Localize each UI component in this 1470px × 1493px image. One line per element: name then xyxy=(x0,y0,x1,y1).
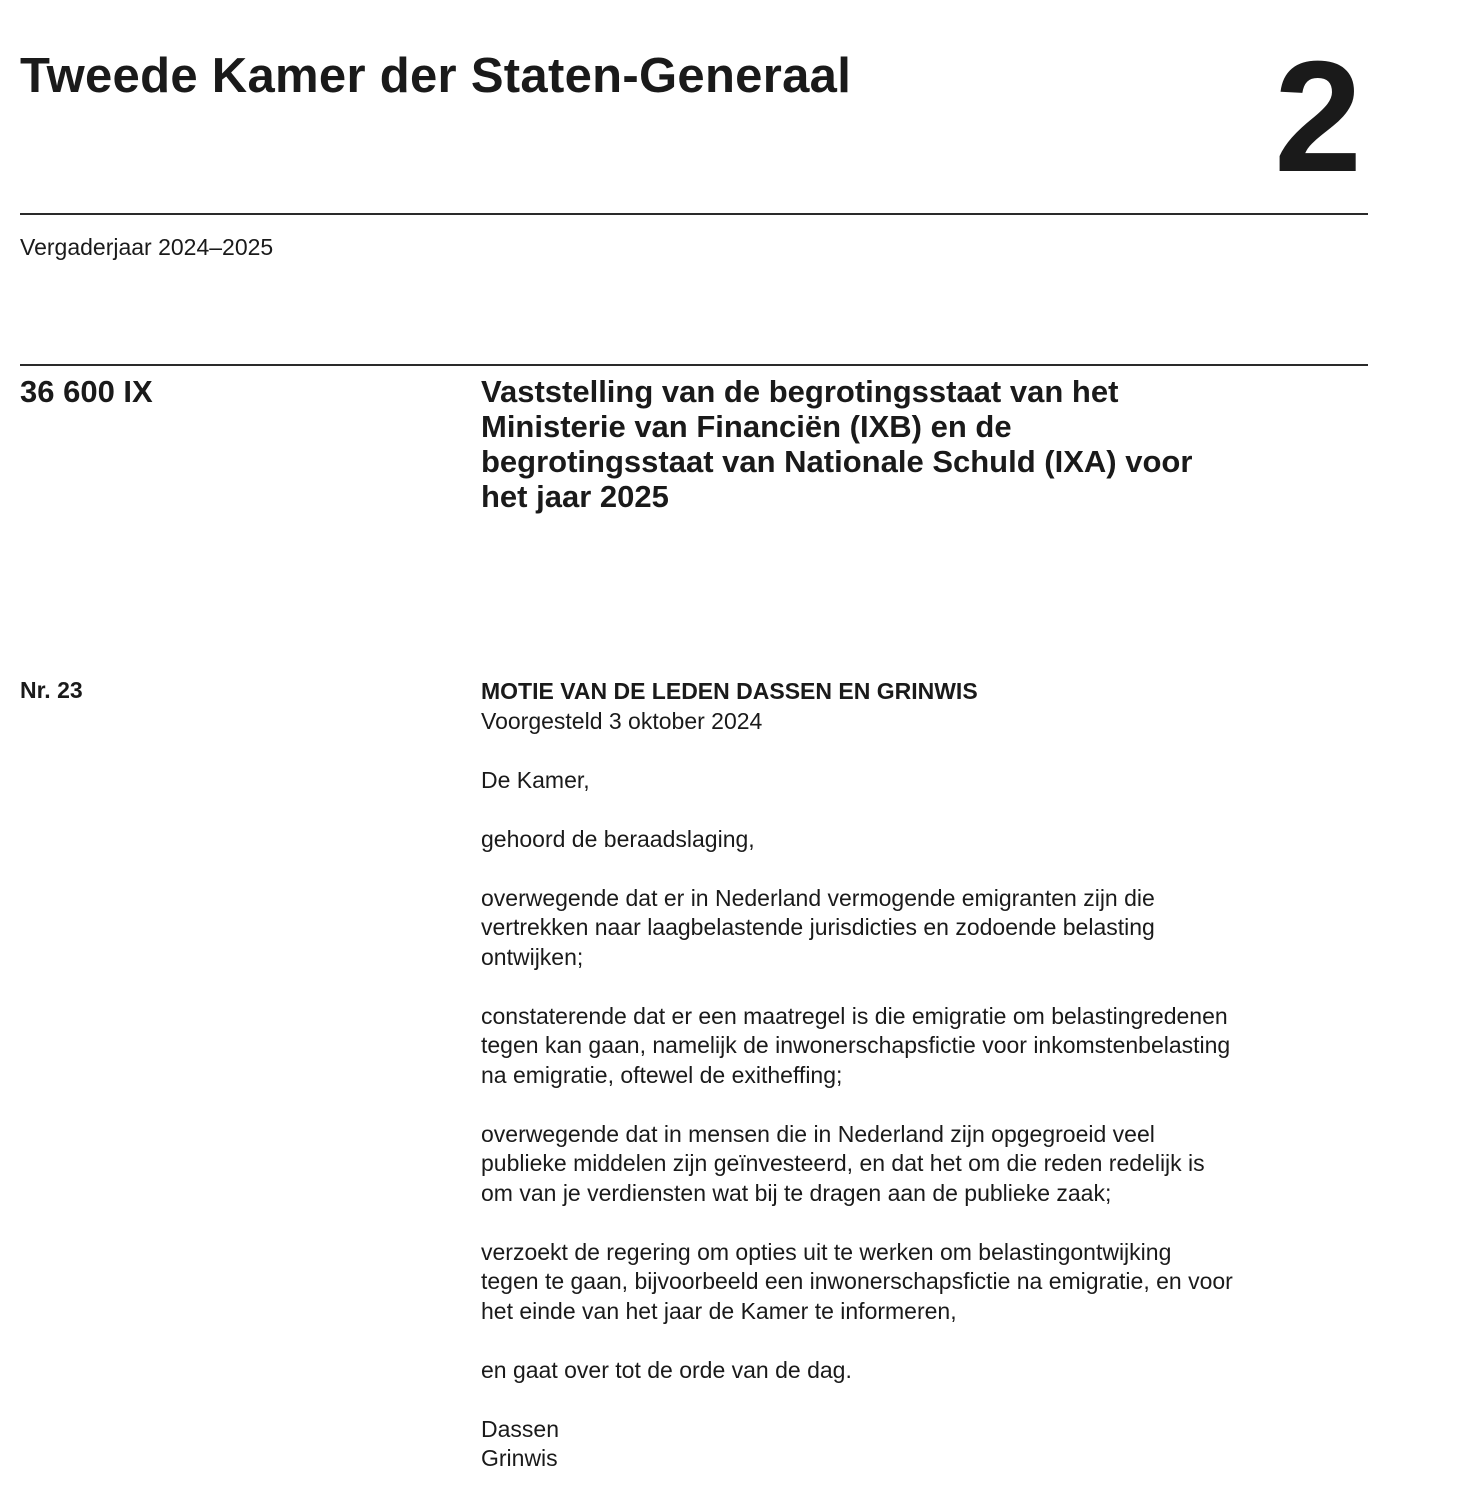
paragraph-line: het einde van het jaar de Kamer te informeren, xyxy=(481,1297,957,1324)
dossier-title-line: Vaststelling van de begrotingsstaat van het xyxy=(481,374,1119,409)
paragraph-considering-emigrants xyxy=(481,884,1401,973)
paragraph-considering-investment xyxy=(481,1120,1401,1209)
paragraph-line: overwegende dat in mensen die in Nederland zijn opgegroeid veel xyxy=(481,1120,1155,1147)
paragraph-addressee xyxy=(481,766,1401,796)
divider-top xyxy=(20,213,1368,215)
paragraph-line: tegen te gaan, bijvoorbeeld een inwonerschapsfictie na emigratie, en voor xyxy=(481,1268,1233,1294)
motion-body xyxy=(481,677,1401,1474)
paragraph-noting-measure xyxy=(481,1002,1401,1091)
page-number: 2 xyxy=(1274,29,1362,205)
signatories xyxy=(481,1415,1401,1474)
divider-middle xyxy=(20,364,1368,366)
paragraph-line: om van je verdiensten wat bij te dragen aan de publieke zaak; xyxy=(481,1179,1112,1206)
organization-title: Tweede Kamer der Staten-Generaal xyxy=(20,49,852,103)
paragraph-line: publieke middelen zijn geïnvesteerd, en dat het om die reden redelijk is xyxy=(481,1150,1205,1176)
motion-title: MOTIE VAN DE LEDEN DASSEN EN GRINWIS xyxy=(481,678,978,704)
motion-date: Voorgesteld 3 oktober 2024 xyxy=(481,707,763,734)
document-number: Nr. 23 xyxy=(20,677,83,703)
paragraph-line: verzoekt de regering om opties uit te werken om belastingontwijking xyxy=(481,1238,1172,1265)
dossier-title-line: Ministerie van Financiën (IXB) en de xyxy=(481,409,1012,444)
paragraph-line: De Kamer, xyxy=(481,766,590,793)
paragraph-line: vertrekken naar laagbelastende jurisdicties en zodoende belasting xyxy=(481,914,1155,940)
dossier-title-line: begrotingsstaat van Nationale Schuld (IXA) voor xyxy=(481,444,1193,479)
paragraph-line: na emigratie, oftewel de exitheffing; xyxy=(481,1061,843,1088)
session-year: Vergaderjaar 2024–2025 xyxy=(20,234,274,260)
paragraph-heard xyxy=(481,825,1401,855)
paragraph-closing xyxy=(481,1356,1401,1386)
paragraph-line: ontwijken; xyxy=(481,943,584,970)
dossier-title xyxy=(481,374,1381,514)
dossier-title-line: het jaar 2025 xyxy=(481,479,669,514)
paragraph-line: tegen kan gaan, namelijk de inwonerschapsfictie voor inkomstenbelasting xyxy=(481,1032,1231,1058)
paragraph-line: gehoord de beraadslaging, xyxy=(481,825,755,852)
paragraph-request xyxy=(481,1238,1401,1327)
signatory-name: Grinwis xyxy=(481,1445,558,1471)
paragraph-line: overwegende dat er in Nederland vermogende emigranten zijn die xyxy=(481,884,1155,911)
dossier-number: 36 600 IX xyxy=(20,374,153,409)
signatory-name: Dassen xyxy=(481,1415,559,1442)
paragraph-line: constaterende dat er een maatregel is die emigratie om belastingredenen xyxy=(481,1002,1228,1029)
paragraph-line: en gaat over tot de orde van de dag. xyxy=(481,1356,852,1383)
